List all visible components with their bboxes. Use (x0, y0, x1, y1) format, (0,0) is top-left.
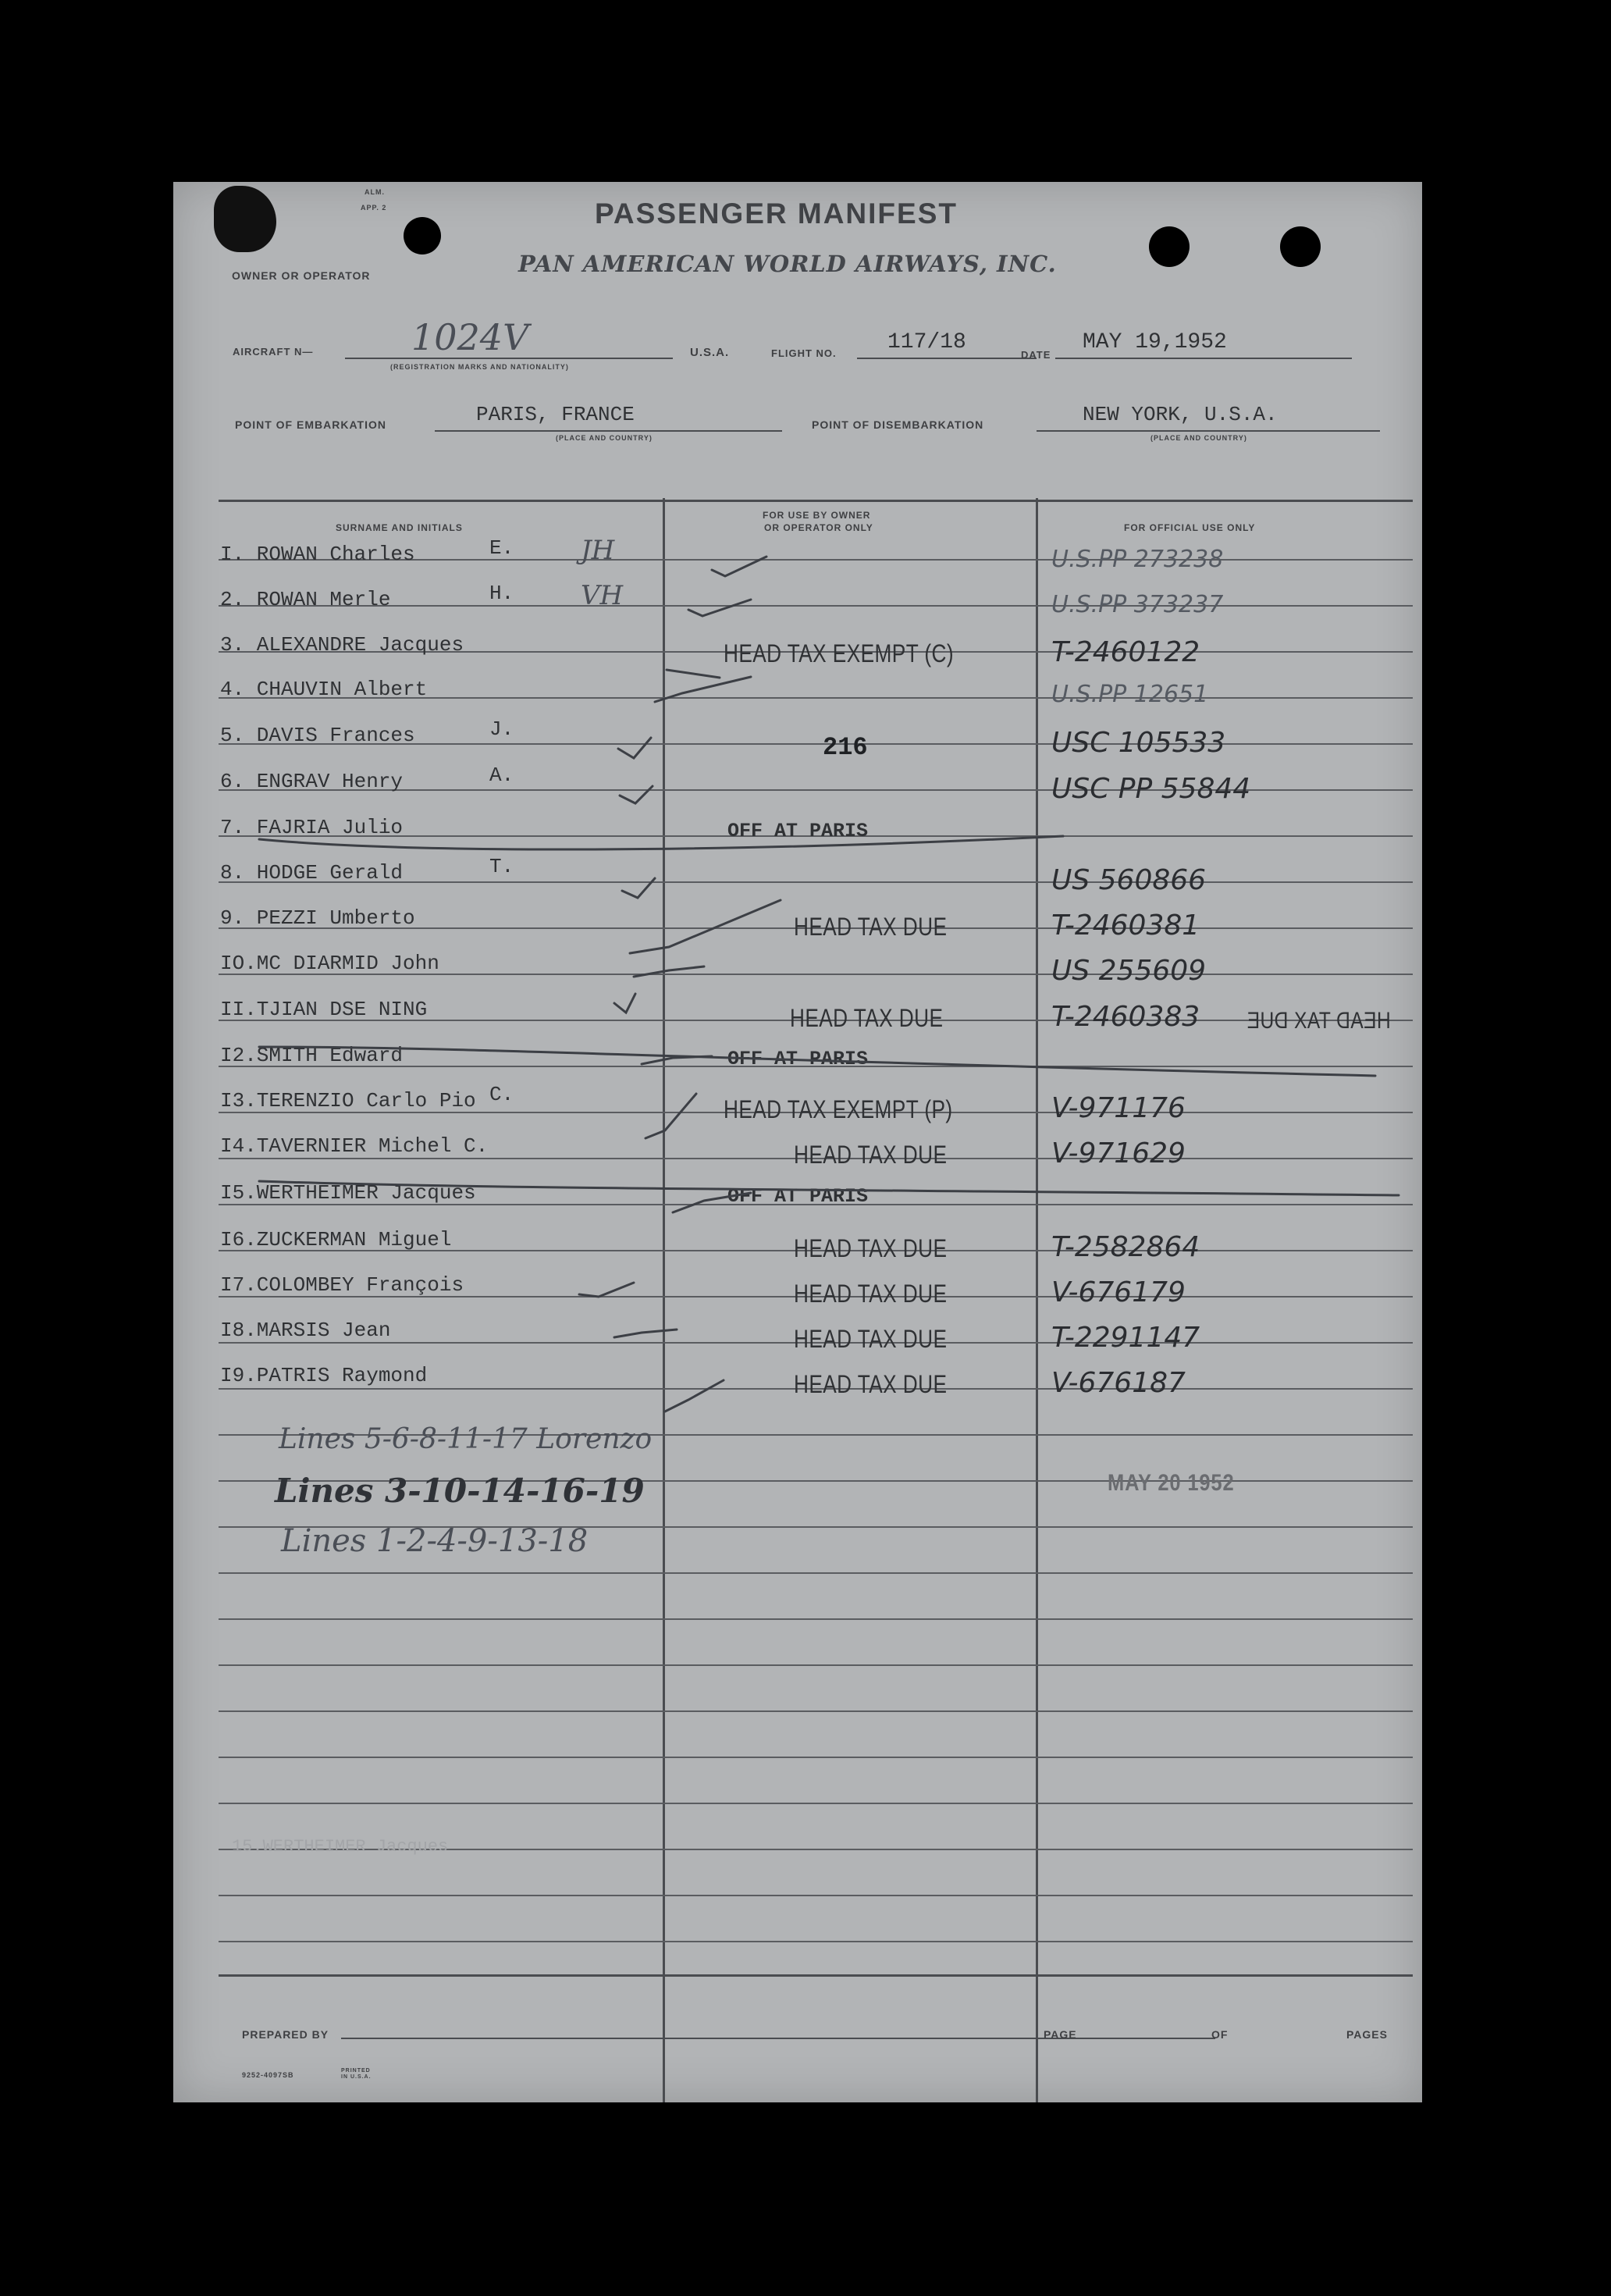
disembark-sublabel: (PLACE AND COUNTRY) (1150, 434, 1247, 442)
check-mark (688, 600, 751, 616)
note-line-3: Lines 1-2-4-9-13-18 (281, 1523, 589, 1559)
passenger-name: I6.ZUCKERMAN Miguel (220, 1228, 452, 1251)
operator-note: HEAD TAX DUE (794, 1325, 948, 1353)
flight-date: MAY 19,1952 (1083, 330, 1227, 354)
aircraft-label: AIRCRAFT N— (233, 346, 314, 358)
handwritten-initials: VH (581, 580, 624, 611)
passenger-name: I7.COLOMBEY François (220, 1273, 464, 1297)
official-document-number: T-2460381 (1051, 910, 1200, 942)
strike-line-row-12 (259, 1047, 1375, 1076)
handwritten-initials: JH (581, 535, 615, 566)
operator-note: OFF AT PARIS (727, 1048, 869, 1070)
passenger-name: 8. HODGE Gerald (220, 861, 404, 885)
check-mark (622, 878, 655, 898)
official-document-number: US 255609 (1051, 955, 1207, 987)
passenger-initial: T. (489, 855, 514, 878)
official-document-number: V-676179 (1051, 1276, 1186, 1308)
passenger-name: I4.TAVERNIER Michel C. (220, 1134, 489, 1158)
prepared-by-label: PREPARED BY (242, 2028, 329, 2041)
check-mark (614, 994, 635, 1013)
column-header-surname: SURNAME AND INITIALS (336, 522, 463, 533)
aircraft-sublabel: (REGISTRATION MARKS AND NATIONALITY) (390, 363, 569, 371)
operator-note: HEAD TAX DUE (794, 1370, 948, 1398)
received-date-stamp: MAY 20 1952 (1108, 1470, 1235, 1496)
official-document-number: T-2460122 (1051, 636, 1200, 668)
check-mark (618, 738, 651, 758)
owner-label: OWNER OR OPERATOR (232, 269, 371, 282)
operator-note: HEAD TAX EXEMPT (C) (724, 639, 955, 667)
check-mark (665, 1380, 724, 1411)
check-mark (614, 1330, 677, 1337)
passenger-name: I9.PATRIS Raymond (220, 1364, 428, 1387)
operator-note: OFF AT PARIS (727, 820, 869, 842)
printed-mark: PRINTED IN U.S.A. (341, 2068, 372, 2080)
embark-sublabel: (PLACE AND COUNTRY) (556, 434, 653, 442)
operator-note: HEAD TAX DUE (794, 1141, 948, 1169)
disembark-place: NEW YORK, U.S.A. (1083, 403, 1278, 426)
check-mark (667, 670, 720, 678)
passenger-initial: A. (489, 764, 514, 787)
official-document-number: V-971629 (1051, 1137, 1186, 1169)
strike-line-row-15 (259, 1181, 1399, 1195)
passenger-name: I3.TERENZIO Carlo Pio (220, 1089, 476, 1112)
passenger-name: I5.WERTHEIMER Jacques (220, 1181, 476, 1205)
passenger-initial: J. (489, 717, 514, 741)
operator-note: HEAD TAX DUE (794, 1280, 948, 1308)
operator-note: HEAD TAX DUE (794, 1234, 948, 1262)
usa-label: U.S.A. (690, 346, 730, 359)
official-document-number: U.S.PP 273238 (1051, 546, 1224, 573)
official-document-number: US 560866 (1051, 864, 1207, 896)
embark-label: POINT OF EMBARKATION (235, 418, 386, 431)
passenger-name: IO.MC DIARMID John (220, 952, 439, 975)
passenger-name: I8.MARSIS Jean (220, 1319, 391, 1342)
passenger-name: 2. ROWAN Merle (220, 588, 391, 611)
official-document-number: USC PP 55844 (1051, 773, 1251, 805)
official-document-number: V-971176 (1051, 1092, 1186, 1124)
check-mark (620, 786, 653, 803)
column-header-operator-2: OR OPERATOR ONLY (764, 522, 873, 533)
operator-note: 216 (823, 733, 868, 762)
embark-place: PARIS, FRANCE (476, 403, 635, 426)
form-mark-1: ALM. (365, 188, 385, 196)
pages-label: PAGES (1346, 2028, 1388, 2041)
official-document-number: T-2582864 (1051, 1231, 1200, 1263)
note-line-2: Lines 3-10-14-16-19 (275, 1472, 645, 1510)
passenger-name: 9. PEZZI Umberto (220, 906, 415, 930)
operator-note: HEAD TAX DUE (794, 913, 948, 941)
check-mark (673, 1193, 751, 1212)
check-mark (634, 966, 704, 977)
passenger-name: 6. ENGRAV Henry (220, 770, 404, 793)
of-label: OF (1211, 2028, 1229, 2041)
check-mark (712, 557, 766, 576)
passenger-name: II.TJIAN DSE NING (220, 998, 428, 1021)
form-mark-2: APP. 2 (361, 204, 387, 212)
check-mark (579, 1283, 634, 1297)
operator-note: OFF AT PARIS (727, 1185, 869, 1208)
passenger-name: I. ROWAN Charles (220, 543, 415, 566)
passenger-initial: E. (489, 536, 514, 560)
official-document-number: U.S.PP 12651 (1051, 681, 1209, 708)
official-document-number: V-676187 (1051, 1367, 1186, 1399)
operator-note: HEAD TAX DUE (790, 1004, 944, 1032)
faded-carbon-text: 15.WERTHEIMER Jacques (232, 1837, 449, 1856)
manifest-sheet (173, 182, 1422, 2102)
operator-note: HEAD TAX EXEMPT (P) (724, 1095, 953, 1123)
flight-number: 117/18 (887, 330, 966, 354)
official-document-number: T-2291147 (1051, 1322, 1200, 1354)
pen-marks-layer (173, 182, 1422, 2102)
check-mark (645, 1094, 696, 1138)
check-mark (630, 900, 781, 953)
column-header-official: FOR OFFICIAL USE ONLY (1124, 522, 1256, 533)
passenger-initial: C. (489, 1083, 514, 1106)
passenger-name: 4. CHAUVIN Albert (220, 678, 428, 701)
disembark-label: POINT OF DISEMBARKATION (812, 418, 984, 431)
check-mark (655, 677, 751, 702)
passenger-name: 5. DAVIS Frances (220, 724, 415, 747)
column-header-operator-1: FOR USE BY OWNER (763, 510, 871, 521)
passenger-initial: H. (489, 582, 514, 605)
strike-line-row-7 (259, 836, 1063, 849)
passenger-name: 3. ALEXANDRE Jacques (220, 633, 464, 657)
note-line-1: Lines 5-6-8-11-17 Lorenzo (279, 1423, 653, 1455)
official-document-number: T-2460383 (1051, 1001, 1200, 1033)
flight-label: FLIGHT NO. (771, 347, 837, 359)
official-document-number: U.S.PP 373237 (1051, 591, 1224, 618)
page-label: PAGE (1044, 2028, 1077, 2041)
official-document-number: USC 105533 (1051, 727, 1226, 759)
owner-name: PAN AMERICAN WORLD AIRWAYS, INC. (518, 251, 1057, 277)
date-label: DATE (1021, 349, 1051, 361)
passenger-name: I2.SMITH Edward (220, 1044, 404, 1067)
form-number: 9252-4097SB (242, 2071, 294, 2079)
aircraft-number: 1024V (411, 316, 529, 358)
page-title: PASSENGER MANIFEST (595, 198, 958, 230)
passenger-name: 7. FAJRIA Julio (220, 816, 404, 839)
mirrored-head-tax-stamp: HEAD TAX DUE (1246, 1008, 1391, 1034)
